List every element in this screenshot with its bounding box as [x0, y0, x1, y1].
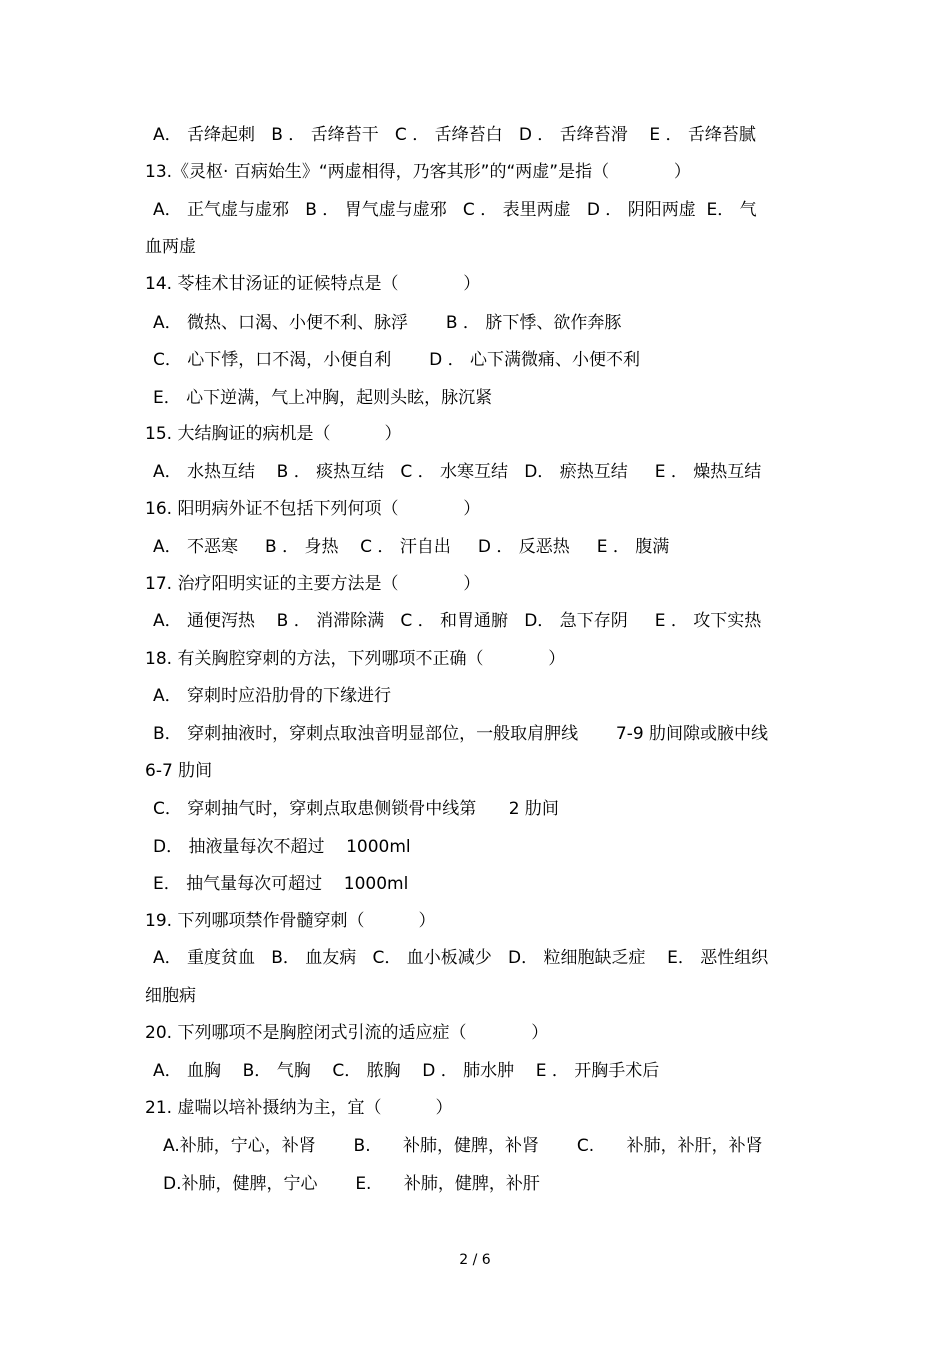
q19-options: A． 重度贫血 B． 血友病 C． 血小板减少 D． 粒细胞缺乏症 E． 恶性组织 — [153, 948, 769, 968]
q18-option-b-cont: 6-7 肋间 — [145, 761, 213, 781]
q20-options: A． 血胸 B． 气胸 C． 脓胸 D ． 肺水肿 E ． 开胸手术后 — [153, 1061, 660, 1081]
q18-option-b: B． 穿刺抽液时，穿刺点取浊音明显部位，一般取肩胛线 7-9 肋间隙或腋中线 — [153, 724, 769, 744]
q21-stem: 21. 虚喘以培补摄纳为主，宜（ ） — [145, 1098, 453, 1118]
q19-stem: 19. 下列哪项禁作骨髓穿刺（ ） — [145, 911, 436, 931]
q13-options: A． 正气虚与虚邪 B ． 胃气虚与虚邪 C ． 表里两虚 D ． 阴阳两虚 E． 气 — [153, 200, 757, 220]
q21-options-abc: A.补肺，宁心，补肾 B. 补肺，健脾，补肾 C. 补肺，补肝，补肾 — [163, 1136, 763, 1156]
q18-stem: 18. 有关胸腔穿刺的方法，下列哪项不正确（ ） — [145, 649, 566, 669]
q18-option-a: A． 穿刺时应沿肋骨的下缘进行 — [153, 686, 392, 706]
q16-stem: 16. 阳明病外证不包括下列何项（ ） — [145, 499, 481, 519]
q14-option-ab: A． 微热、口渴、小便不利、脉浮 B ． 脐下悸、欲作奔豚 — [153, 313, 622, 333]
q19-options-cont: 细胞病 — [145, 986, 196, 1006]
q13-options-cont: 血两虚 — [145, 237, 196, 257]
q14-option-e: E． 心下逆满，气上冲胸，起则头眩，脉沉紧 — [153, 388, 493, 408]
q17-options: A． 通便泻热 B ． 消滞除满 C ． 和胃通腑 D． 急下存阴 E ． 攻下实热 — [153, 611, 762, 631]
q15-options: A． 水热互结 B ． 痰热互结 C ． 水寒互结 D． 瘀热互结 E ． 燥热互结 — [153, 462, 762, 482]
q21-options-de: D.补肺，健脾，宁心 E. 补肺，健脾，补肝 — [163, 1174, 540, 1194]
q14-stem: 14. 苓桂术甘汤证的证候特点是（ ） — [145, 274, 481, 294]
q15-stem: 15. 大结胸证的病机是（ ） — [145, 424, 402, 444]
q16-options: A． 不恶寒 B ． 身热 C ． 汗自出 D ． 反恶热 E ． 腹满 — [153, 537, 670, 557]
page-number: 2 / 6 — [459, 1252, 491, 1268]
q20-stem: 20. 下列哪项不是胸腔闭式引流的适应症（ ） — [145, 1023, 549, 1043]
q14-option-cd: C． 心下悸，口不渴，小便自利 D ． 心下满微痛、小便不利 — [153, 350, 640, 370]
q17-stem: 17. 治疗阳明实证的主要方法是（ ） — [145, 574, 481, 594]
q18-option-e: E． 抽气量每次可超过 1000ml — [153, 874, 409, 894]
q12-options: A． 舌绛起刺 B ． 舌绛苔干 C ． 舌绛苔白 D ． 舌绛苔滑 E ． 舌绛苔腻 — [153, 125, 756, 145]
q13-stem: 13.《灵枢· 百病始生》“两虚相得，乃客其形”的“两虚”是指（ ） — [145, 162, 691, 182]
q18-option-c: C． 穿刺抽气时，穿刺点取患侧锁骨中线第 2 肋间 — [153, 799, 559, 819]
q18-option-d: D． 抽液量每次不超过 1000ml — [153, 837, 411, 857]
